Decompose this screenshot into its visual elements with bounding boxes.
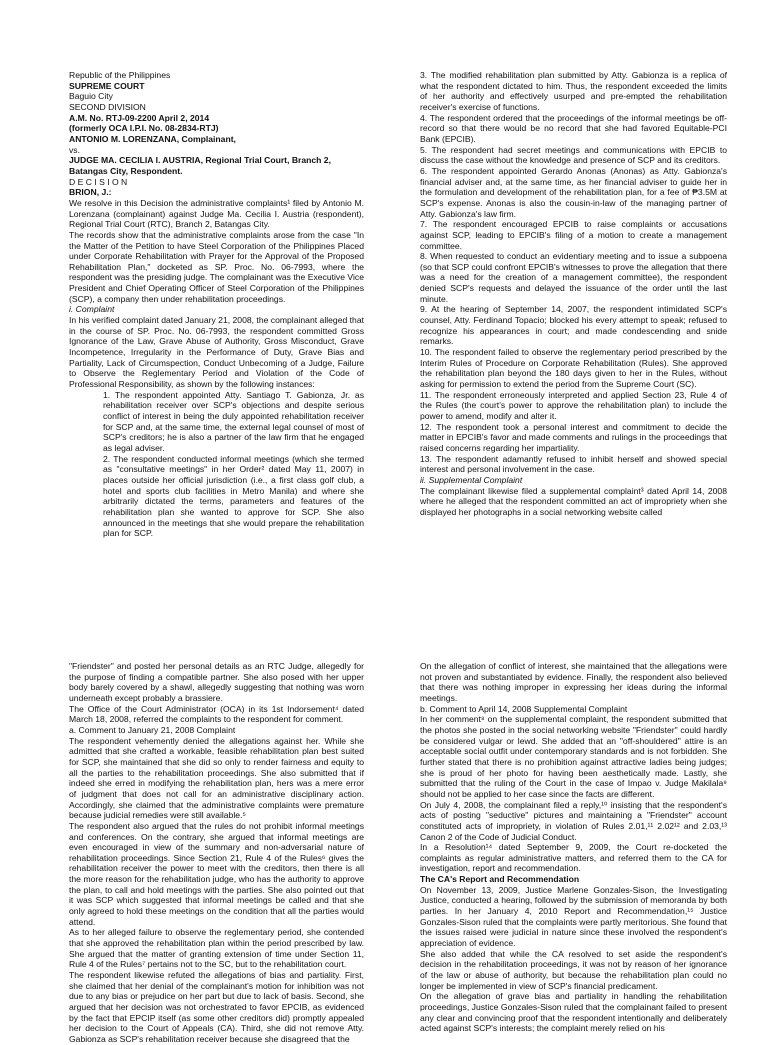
paragraph: D E C I S I O N bbox=[69, 176, 128, 187]
paragraph: The respondent vehemently denied the allegations against her. While she admitted that she crafted a workable, feasible rehabilitation plan best suited for SCP, she maintained that she did so only to render fairness and equity to all the parties to the rehabilitation proceedings. She also submitted that if indeed she erred in modifying the rehabilitation plan, hers was a mere error of judgment that does not call for an administrative disciplinary action. Accordingly, she claimed that the administrative complaints were premature because judicial remedies were still available.⁵ bbox=[69, 735, 364, 821]
page-bottom-right-column bbox=[420, 661, 727, 1034]
paragraph: vs. bbox=[69, 144, 80, 155]
paragraph: 9. At the hearing of September 14, 2007, the respondent intimidated SCP's counsel, Atty. Ferdinand Topacio; blocked his every attempt to speak; refused to recognize his appearances in court; and made condescending and snide remarks. bbox=[420, 304, 727, 347]
paragraph: The respondent also argued that the rules do not prohibit informal meetings and conferences. On the contrary, she argued that informal meetings are even encouraged in view of the summary and non-adversarial nature of rehabilitation proceedings. Since Section 21, Rule 4 of the Rules⁶ gives the rehabilitation receiver the power to meet with the creditors, then there is all the more reason for the rehabilitation judge, who has the authority to approve the plan, to call and hold meetings with the parties. She also pointed out that it was SCP which suggested that informal meetings be called and that she only agreed to hold these meetings on the condition that all the parties would attend. bbox=[69, 820, 364, 927]
paragraph: 6. The respondent appointed Gerardo Anonas (Anonas) as Atty. Gabionza's financial adviser and, at the same time, as her financial adviser to guide her in the formulation and development of the rehabilitation plan, for a fee of ₱3.5M at SCP's expense. Anonas is also the cousin-in-law of the managing partner of Atty. Gabionza's law firm. bbox=[420, 165, 727, 219]
paragraph: 12. The respondent took a personal interest and commitment to decide the matter in EPCIB's favor and made comments and rulings in the proceedings that raised concerns regarding her impartiality. bbox=[420, 421, 727, 453]
paragraph: (formerly OCA I.P.I. No. 08-2834-RTJ) bbox=[69, 123, 219, 134]
paragraph: We resolve in this Decision the administrative complaints¹ filed by Antonio M. Lorenzana (complainant) against Judge Ma. Cecilia I. Austria (respondent), Regional Trial Court (RTC), Branch 2, Batangas City. bbox=[69, 197, 364, 230]
paragraph: 4. The respondent ordered that the proceedings of the informal meetings be off-record so that there would be no record that she had favored Equitable-PCI Bank (EPCIB). bbox=[420, 112, 727, 144]
paragraph: As to her alleged failure to observe the reglementary period, she contended that she approved the rehabilitation plan within the period prescribed by law. She argued that the matter of granting extension of time under Section 11, Rule 4 of the Rules⁷ pertains not to the SC, but to the rehabilitation court. bbox=[69, 927, 364, 970]
paragraph: a. Comment to January 21, 2008 Complaint bbox=[69, 724, 236, 735]
paragraph: Baguio City bbox=[69, 91, 113, 102]
paragraph: ANTONIO M. LORENZANA, Complainant, bbox=[69, 133, 236, 144]
paragraph: The CA's Report and Recommendation bbox=[420, 874, 580, 885]
paragraph: ii. Supplemental Complaint bbox=[420, 474, 523, 485]
paragraph: On November 13, 2009, Justice Marlene Gonzales-Sison, the Investigating Justice, conducted a hearing, followed by the submission of memoranda by both parties. In her January 4, 2010 Report and Recommendation,¹⁵ Justice Gonzales-Sison ruled that the complaints were partly meritorious. She found that the issues raised were judicial in nature since these involved the respondent's appreciation of evidence. bbox=[420, 884, 727, 949]
paragraph: On July 4, 2008, the complainant filed a reply,¹⁰ insisting that the respondent's acts of posting "seductive" pictures and maintaining a "Friendster" account constituted acts of impropriety, in violation of Rules 2.01,¹¹ 2.02¹² and 2.03,¹³ Canon 2 of the Code of Judicial Conduct. bbox=[420, 799, 727, 842]
paragraph: 1. The respondent appointed Atty. Santiago T. Gabionza, Jr. as rehabilitation receiver over SCP's objections and despite serious conflict of interest in being the duly appointed rehabilitation receiver for SCP and, at the same time, the external legal counsel of most of SCP's creditors; he is also a partner of the law firm that he engaged as legal adviser. bbox=[103, 389, 364, 453]
paragraph: The complainant likewise filed a supplemental complaint³ dated April 14, 2008 where he alleged that the respondent committed an act of impropriety when she displayed her photographs in a social networking website called bbox=[420, 485, 727, 517]
page-top-left-column bbox=[69, 70, 364, 539]
paragraph: BRION, J.: bbox=[69, 187, 112, 198]
paragraph: 11. The respondent erroneously interpreted and applied Section 23, Rule 4 of the Rules (the court's power to approve the rehabilitation plan) to include the power to amend, modify and alter it. bbox=[420, 389, 727, 421]
paragraph: 2. The respondent conducted informal meetings (which she termed as "consultative meetings" in her Order² dated May 11, 2007) in places outside her official jurisdiction (i.e., a first class golf club, a hotel and sports club facilities in Metro Manila) and where she arbitrarily dictated the terms, parameters and features of the rehabilitation plan she wanted to approve for SCP. She also announced in the meetings that she would prepare the rehabilitation plan for SCP. bbox=[103, 453, 364, 539]
paragraph: In his verified complaint dated January 21, 2008, the complainant alleged that in the course of SP. Proc. No. 06-7993, the respondent committed Gross Ignorance of the Law, Grave Abuse of Authority, Gross Misconduct, Grave Incompetence, Irregularity in the Performance of Duty, Grave Bias and Partiality, Lack of Circumspection, Conduct Unbecoming of a Judge, Failure to Observe the Reglementary Period and Violation of the Code of Professional Responsibility, as shown by the following instances: bbox=[69, 315, 364, 390]
paragraph: On the allegation of grave bias and partiality in handling the rehabilitation proceedings, Justice Gonzales-Sison ruled that the complainant failed to present any clear and convincing proof that the respondent intentionally and deliberately acted against SCP's interests; the complaint merely relied on his bbox=[420, 991, 727, 1034]
paragraph: "Friendster" and posted her personal details as an RTC Judge, allegedly for the purpose of finding a compatible partner. She also posed with her upper body barely covered by a shawl, allegedly suggesting that nothing was worn underneath except probably a brassiere. bbox=[69, 661, 364, 703]
paragraph: On the allegation of conflict of interest, she maintained that the allegations were not proven and substantiated by evidence. Finally, the respondent also believed that there was nothing improper in expressing her ideas during the informal meetings. bbox=[420, 661, 727, 703]
page-bottom-left-column bbox=[69, 661, 364, 1045]
paragraph: 10. The respondent failed to observe the reglementary period prescribed by the Interim Rules of Procedure on Corporate Rehabilitation (Rules). She approved the rehabilitation plan beyond the 180 days given to her in the Rules, without asking for permission to extend the period from the Supreme Court (SC). bbox=[420, 347, 727, 390]
paragraph: The respondent likewise refuted the allegations of bias and partiality. First, she claimed that her denial of the complainant's motion for inhibition was not due to any bias or prejudice on her part but due to lack of basis. Second, she argued that her decision was not orchestrated to favor EPCIB, as evidenced by the fact that EPCIP itself (as some other creditors did) promptly appealed her decision to the Court of Appeals (CA). Third, she did not remove Atty. Gabionza as SCP's rehabilitation receiver because she disagreed that the bbox=[69, 970, 364, 1044]
paragraph: 3. The modified rehabilitation plan submitted by Atty. Gabionza is a replica of what the respondent dictated to him. Thus, the respondent exceeded the limits of her authority and effectively usurped and pre-empted the rehabilitation receiver's exercise of functions. bbox=[420, 70, 727, 112]
paragraph: In a Resolution¹⁴ dated September 9, 2009, the Court re-docketed the complaints as regular administrative matters, and referred them to the CA for investigation, report and recommendation. bbox=[420, 842, 727, 874]
paragraph: SUPREME COURT bbox=[69, 80, 145, 91]
paragraph: 7. The respondent encouraged EPCIB to raise complaints or accusations against SCP, leading to EPCIB's filing of a motion to create a management committee. bbox=[420, 219, 727, 251]
paragraph: SECOND DIVISION bbox=[69, 101, 146, 112]
paragraph: 8. When requested to conduct an evidentiary meeting and to issue a subpoena (so that SCP could confront EPCIB's witnesses to prove the allegation that there was a need for the creation of a management committee), the respondent denied SCP's requests and delayed the issuance of the order until the last minute. bbox=[420, 251, 727, 304]
paragraph: She also added that while the CA resolved to set aside the respondent's decision in the rehabilitation proceedings, it was not by reason of her ignorance of the law or abuse of authority, but because the rehabilitation plan could no longer be implemented in view of SCP's financial predicament. bbox=[420, 948, 727, 991]
paragraph: 13. The respondent adamantly refused to inhibit herself and showed special interest and personal involvement in the case. bbox=[420, 453, 727, 475]
paragraph: JUDGE MA. CECILIA I. AUSTRIA, Regional Trial Court, Branch 2, Batangas City, Respondent. bbox=[69, 155, 331, 176]
paragraph: A.M. No. RTJ-09-2200 April 2, 2014 bbox=[69, 112, 210, 123]
paragraph: In her comment⁸ on the supplemental complaint, the respondent submitted that the photos she posted in the social networking website "Friendster" could hardly be considered vulgar or lewd. She added that an "off-shouldered" attire is an acceptable social outfit under contemporary standards and is not forbidden. She further stated that there is no prohibition against attractive ladies being judges; she is proud of her photo for having been aesthetically made. Lastly, she submitted that the ruling of the Court in the case of Impao v. Judge Makilala⁹ should not be applied to her case since the facts are different. bbox=[420, 714, 727, 799]
page-top-right-column bbox=[420, 70, 727, 518]
paragraph: b. Comment to April 14, 2008 Supplemental Complaint bbox=[420, 703, 628, 714]
paragraph: The Office of the Court Administrator (OCA) in its 1st Indorsement⁴ dated March 18, 2008, referred the complaints to the respondent for comment. bbox=[69, 703, 364, 725]
paragraph: Republic of the Philippines bbox=[69, 70, 171, 80]
paragraph: The records show that the administrative complaints arose from the case "In the Matter of the Petition to have Steel Corporation of the Philippines Placed under Corporate Rehabilitation with Prayer for the Approval of the Proposed Rehabilitation Plan," docketed as SP. Proc. No. 06-7993, where the respondent was the presiding judge. The complainant was the Executive Vice President and Chief Operating Officer of Steel Corporation of the Philippines (SCP), a company then under rehabilitation proceedings. bbox=[69, 229, 364, 304]
paragraph: i. Complaint bbox=[69, 304, 115, 315]
paragraph: 5. The respondent had secret meetings and communications with EPCIB to discuss the case without the knowledge and presence of SCP and its creditors. bbox=[420, 144, 727, 166]
